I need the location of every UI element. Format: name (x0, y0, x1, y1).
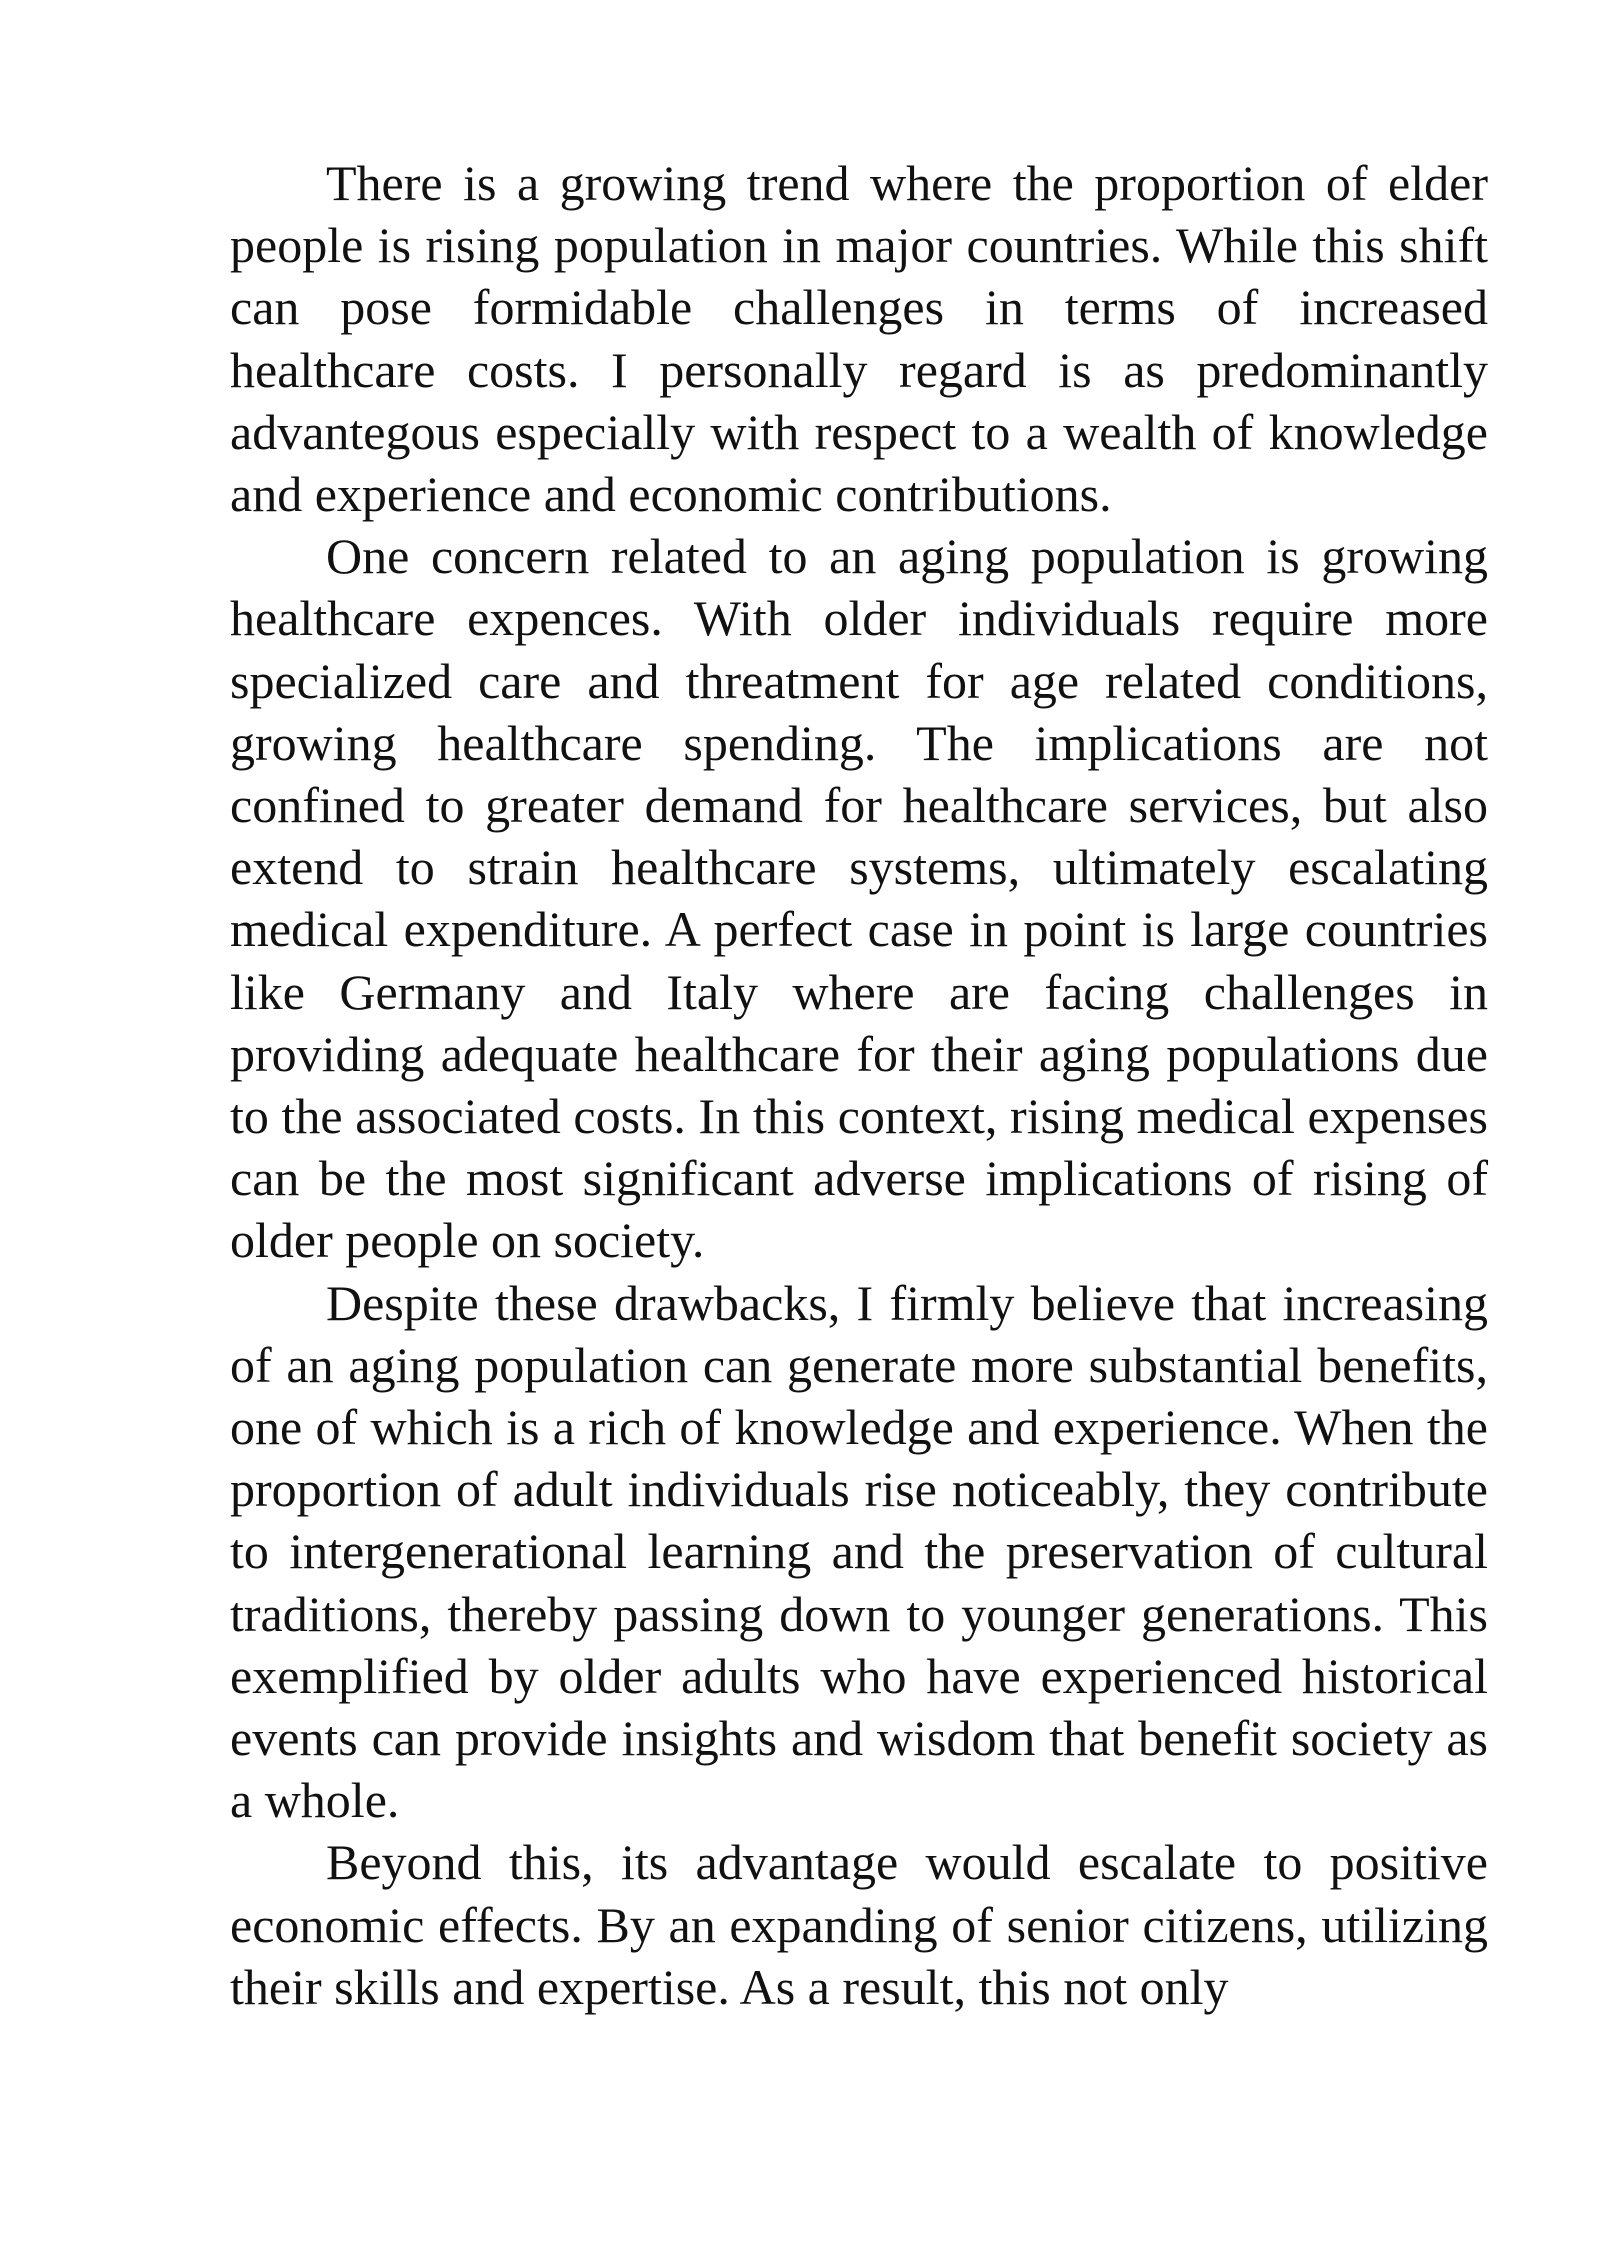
paragraph-knowledge-experience: Despite these drawbacks, I firmly believe that increasing of an aging population can generate more substantial benefits, one of which is a rich of knowledge and experience. When the proportion of adult individuals rise noticeably, they contribute to intergenerational learning and the preservation of cultural traditions, thereby passing down to younger generations. This exemplified by older adults who have experienced historical events can provide insights and wisdom that benefit society as a whole. (230, 1274, 1488, 1829)
paragraph-introduction: There is a growing trend where the proportion of elder people is rising population in major countries. While this shift can pose formidable challenges in terms of increased healthcare costs. I personally regard is as predominantly advantegous especially with respect to a wealth of knowledge and experience and economic contributions. (230, 155, 1488, 523)
essay-body (230, 152, 1488, 2018)
paragraph-healthcare-costs: One concern related to an aging population is growing healthcare expences. With older individuals require more specialized care and threatment for age related conditions, growing healthcare spending. The implications are not confined to greater demand for healthcare services, but also extend to strain healthcare systems, ultimately escalating medical expenditure. A perfect case in point is large countries like Germany and Italy where are facing challenges in providing adequate healthcare for their aging populations due to the associated costs. In this context, rising medical expenses can be the most significant adverse implications of rising of older people on society. (230, 528, 1488, 1269)
paragraph-economic-effects: Beyond this, its advantage would escalate to positive economic effects. By an expanding of senior citizens, utilizing their skills and expertise. As a result, this not only (230, 1834, 1488, 2015)
